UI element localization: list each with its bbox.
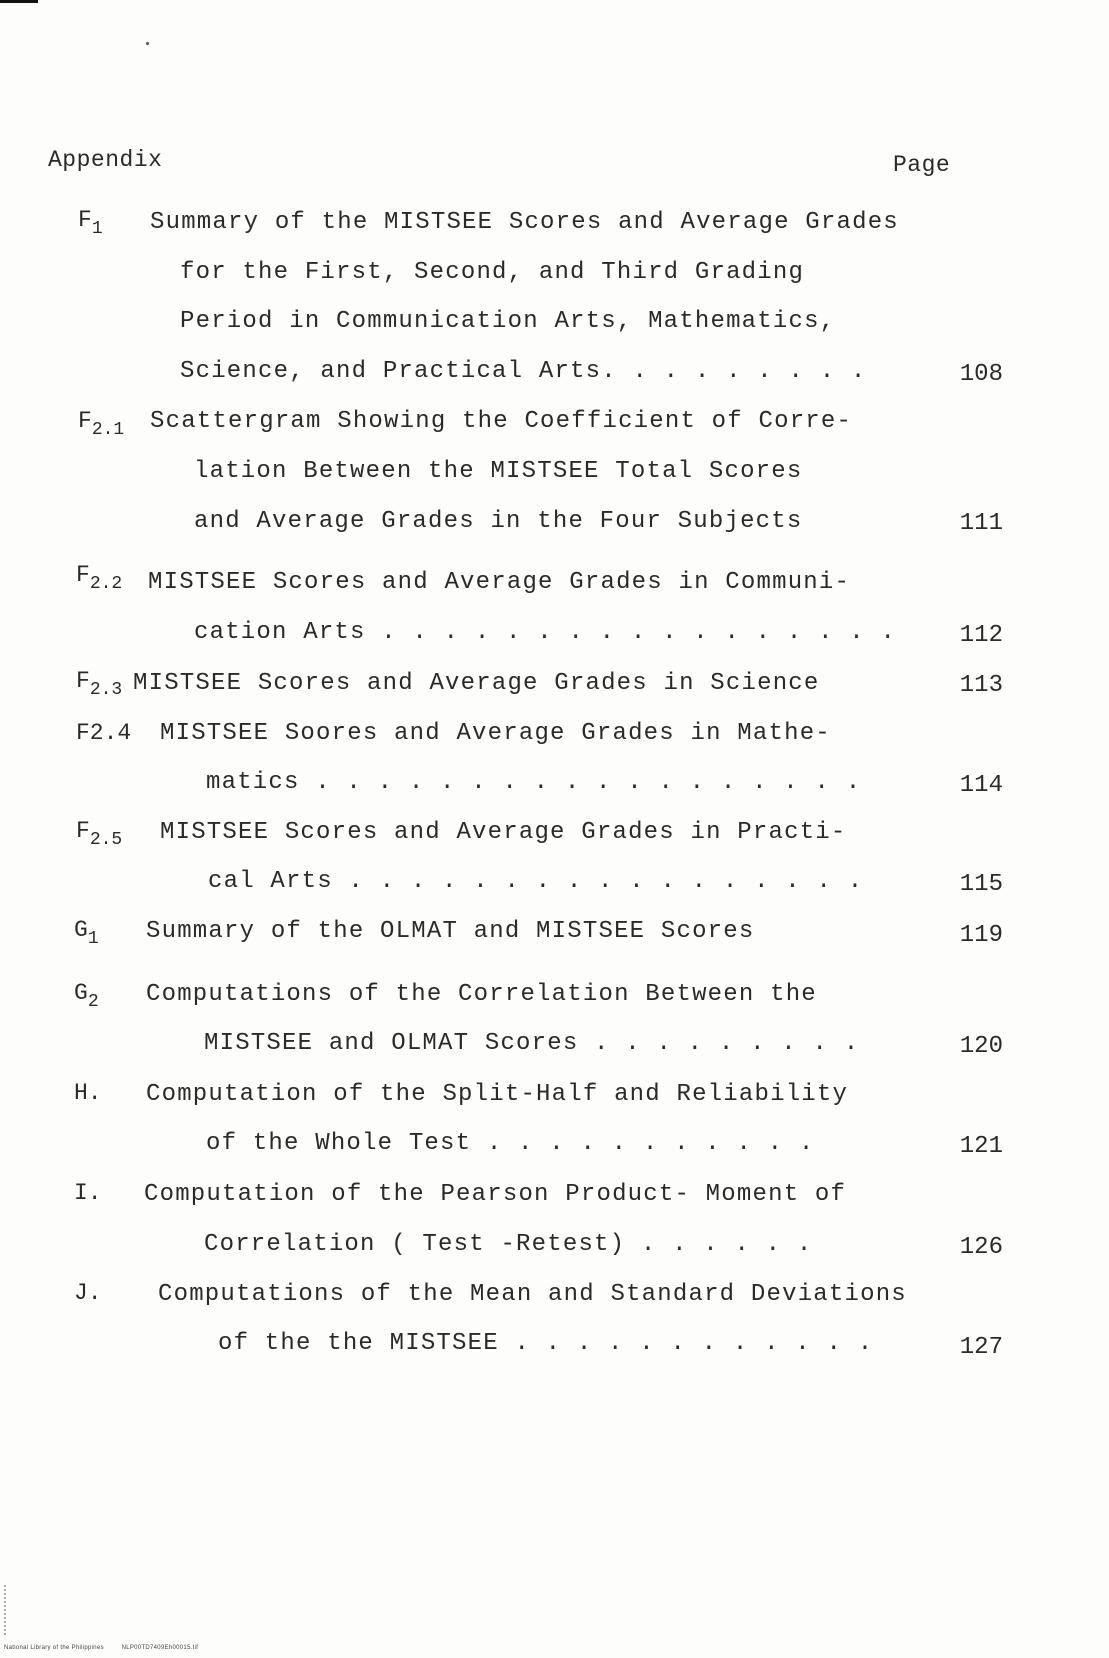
scan-edge-marks: [4, 1585, 12, 1635]
entry-code: $F_1$: [78, 207, 103, 239]
page-heading: Page: [893, 152, 951, 178]
entry-title-line: Computation of the Split-Half and Reliability: [146, 1081, 849, 1108]
entry-code: $F_{2.2}$: [76, 562, 123, 594]
entry-title-line: MISTSEE Scores and Average Grades in Practi-: [160, 819, 847, 846]
entry-page-number: 115: [959, 871, 1003, 898]
entry-title-line: Summary of the OLMAT and MISTSEE Scores: [146, 918, 755, 945]
entry-title-line: of the the MISTSEE . . . . . . . . . . . .: [218, 1330, 874, 1357]
entry-title-line: lation Between the MISTSEE Total Scores: [194, 458, 803, 485]
entry-code: J.: [74, 1280, 102, 1306]
entry-title-line: of the Whole Test . . . . . . . . . . .: [206, 1130, 815, 1157]
scan-corner-mark: [0, 0, 38, 3]
entry-title-line: Scattergram Showing the Coefficient of Corre-: [150, 408, 853, 435]
library-name: National Library of the Philippines: [4, 1645, 104, 1651]
scan-footer: [4, 1645, 198, 1651]
entry-page-number: 114: [959, 772, 1003, 799]
entry-page-number: 111: [959, 510, 1003, 537]
entry-title-line: MISTSEE Scores and Average Grades in Communi-: [148, 569, 851, 596]
entry-code: $F_{2.3}$: [76, 668, 123, 700]
entry-title-line: cation Arts . . . . . . . . . . . . . . . . .: [194, 619, 897, 646]
scan-speck: [146, 42, 149, 45]
entry-code: H.: [74, 1080, 102, 1106]
entry-title-line: Computations of the Correlation Between the: [146, 981, 817, 1008]
entry-title-line: Summary of the MISTSEE Scores and Average Grades: [150, 209, 899, 236]
entry-code: F2.4: [76, 720, 132, 746]
entry-page-number: 112: [959, 622, 1003, 649]
entry-code: I.: [74, 1180, 102, 1206]
entry-page-number: 120: [959, 1033, 1003, 1060]
entry-title-line: cal Arts . . . . . . . . . . . . . . . . .: [208, 868, 864, 895]
entry-title-line: MISTSEE and OLMAT Scores . . . . . . . . .: [204, 1030, 860, 1057]
entry-title-line: Computation of the Pearson Product- Moment of: [144, 1181, 847, 1208]
entry-title-line: Period in Communication Arts, Mathematics,: [180, 308, 836, 335]
entry-page-number: 113: [959, 672, 1003, 699]
entry-title-line: for the First, Second, and Third Grading: [180, 259, 805, 286]
appendix-heading: Appendix: [48, 147, 163, 173]
entry-page-number: 119: [959, 922, 1003, 949]
entry-page-number: 127: [959, 1334, 1003, 1361]
entry-code: $G_2$: [74, 980, 99, 1012]
entry-page-number: 126: [959, 1234, 1003, 1261]
entry-code: $F_{2.1}$: [78, 408, 125, 440]
entry-title-line: MISTSEE Soores and Average Grades in Mathe-: [160, 720, 831, 747]
entry-title-line: MISTSEE Scores and Average Grades in Science: [133, 670, 820, 697]
entry-title-line: Computations of the Mean and Standard Deviations: [158, 1281, 907, 1308]
entry-title-line: and Average Grades in the Four Subjects: [194, 508, 803, 535]
entry-code: $F_{2.5}$: [76, 818, 123, 850]
entry-code: $G_1$: [74, 917, 99, 949]
entry-title-line: matics . . . . . . . . . . . . . . . . . .: [206, 769, 862, 796]
entry-page-number: 108: [959, 361, 1003, 388]
scan-file-name: NLP00TD7409Eh00015.tif: [121, 1645, 199, 1651]
entry-page-number: 121: [959, 1133, 1003, 1160]
entry-title-line: Correlation ( Test -Retest) . . . . . .: [204, 1231, 813, 1258]
entry-title-line: Science, and Practical Arts. . . . . . . . .: [180, 358, 867, 385]
